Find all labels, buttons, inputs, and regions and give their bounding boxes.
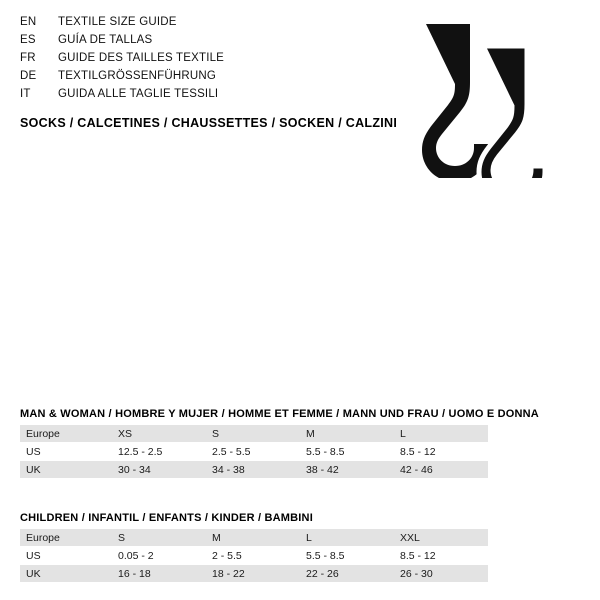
language-label: GUÍA DE TALLAS bbox=[58, 34, 153, 46]
language-row bbox=[20, 34, 400, 52]
language-code: FR bbox=[20, 52, 36, 64]
language-row bbox=[20, 88, 400, 106]
language-row bbox=[20, 70, 400, 88]
table-row bbox=[20, 443, 488, 461]
table-cell: 8.5 - 12 bbox=[394, 443, 488, 461]
table-cell: XS bbox=[112, 425, 206, 443]
sock-icon-right bbox=[479, 46, 545, 178]
language-label: GUIDA ALLE TAGLIE TESSILI bbox=[58, 88, 219, 100]
table-title: CHILDREN / INFANTIL / ENFANTS / KINDER / BAMBINI bbox=[20, 512, 313, 524]
table-cell: 5.5 - 8.5 bbox=[300, 547, 394, 565]
table-cell: 26 - 30 bbox=[394, 565, 488, 583]
socks-illustration bbox=[408, 18, 568, 178]
children-size-table bbox=[20, 529, 488, 583]
language-code: EN bbox=[20, 16, 37, 28]
table-cell: S bbox=[206, 425, 300, 443]
row-header: UK bbox=[20, 461, 112, 479]
table-row bbox=[20, 529, 488, 547]
table-cell: 0.05 - 2 bbox=[112, 547, 206, 565]
table-cell: 5.5 - 8.5 bbox=[300, 443, 394, 461]
language-label: TEXTILE SIZE GUIDE bbox=[58, 16, 177, 28]
table-row bbox=[20, 547, 488, 565]
row-header: UK bbox=[20, 565, 112, 583]
man-woman-size-table bbox=[20, 425, 488, 479]
table-cell: 2 - 5.5 bbox=[206, 547, 300, 565]
table-cell: S bbox=[112, 529, 206, 547]
table-row bbox=[20, 425, 488, 443]
table-cell: 30 - 34 bbox=[112, 461, 206, 479]
language-label: TEXTILGRÖSSENFÜHRUNG bbox=[58, 70, 216, 82]
table-cell: 8.5 - 12 bbox=[394, 547, 488, 565]
table-cell: 16 - 18 bbox=[112, 565, 206, 583]
language-label: GUIDE DES TAILLES TEXTILE bbox=[58, 52, 225, 64]
table-title: MAN & WOMAN / HOMBRE Y MUJER / HOMME ET FEMME / MANN UND FRAU / UOMO E DONNA bbox=[20, 408, 539, 420]
header bbox=[20, 16, 400, 130]
row-header: Europe bbox=[20, 425, 112, 443]
sock-icon-left bbox=[422, 24, 488, 178]
language-code: DE bbox=[20, 70, 37, 82]
page-title: SOCKS / CALCETINES / CHAUSSETTES / SOCKEN / CALZINI bbox=[20, 116, 398, 130]
language-row bbox=[20, 52, 400, 70]
children-size-block bbox=[20, 512, 580, 583]
language-row bbox=[20, 16, 400, 34]
language-code: IT bbox=[20, 88, 31, 100]
row-header: Europe bbox=[20, 529, 112, 547]
table-cell: 34 - 38 bbox=[206, 461, 300, 479]
table-cell: M bbox=[300, 425, 394, 443]
table-cell: 18 - 22 bbox=[206, 565, 300, 583]
table-cell: 2.5 - 5.5 bbox=[206, 443, 300, 461]
man-woman-size-block bbox=[20, 408, 580, 479]
table-cell: 22 - 26 bbox=[300, 565, 394, 583]
row-header: US bbox=[20, 443, 112, 461]
table-cell: 42 - 46 bbox=[394, 461, 488, 479]
table-cell: 12.5 - 2.5 bbox=[112, 443, 206, 461]
table-cell: L bbox=[300, 529, 394, 547]
table-cell: L bbox=[394, 425, 488, 443]
row-header: US bbox=[20, 547, 112, 565]
table-cell: 38 - 42 bbox=[300, 461, 394, 479]
table-row bbox=[20, 565, 488, 583]
table-row bbox=[20, 461, 488, 479]
table-cell: XXL bbox=[394, 529, 488, 547]
language-code: ES bbox=[20, 34, 36, 46]
table-cell: M bbox=[206, 529, 300, 547]
